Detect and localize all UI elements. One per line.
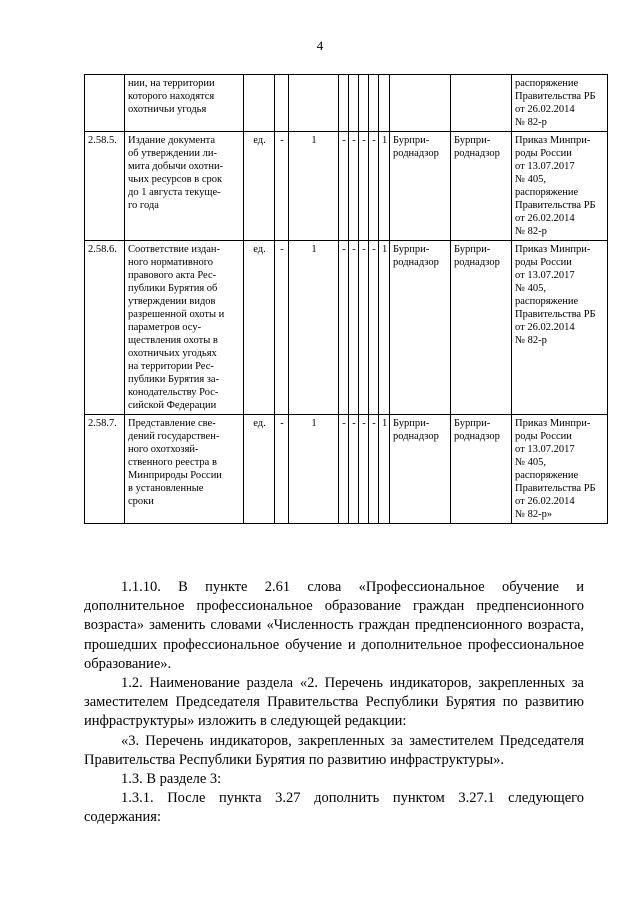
indicator-number-cell: 2.58.7. <box>85 415 125 524</box>
indicator-name-cell <box>125 75 244 132</box>
cell-line: от 13.07.2017 <box>515 444 575 455</box>
target-value-cell <box>289 75 339 132</box>
target-value-cell: 1 <box>289 415 339 524</box>
cell-line: мита добычи охотни- <box>128 161 224 172</box>
cell-line: от 13.07.2017 <box>515 270 575 281</box>
cell-line: № 82-р» <box>515 509 553 520</box>
page-number: 4 <box>316 38 324 53</box>
target-value-cell: 1 <box>289 132 339 241</box>
executor-cell <box>451 415 512 524</box>
cell-line: роднадзор <box>454 431 500 442</box>
cell-line: ного охотхозяй- <box>128 444 199 455</box>
indicators-table-body <box>85 75 608 524</box>
cell-line: Приказ Минпри- <box>515 244 591 255</box>
cell-line: ственного реестра в <box>128 457 217 468</box>
year-value-cell: - <box>359 241 369 415</box>
cell-line: нии, на территории <box>128 78 215 89</box>
cell-line: чьих ресурсов в срок <box>128 174 223 185</box>
cell-line: Бурпри- <box>393 135 430 146</box>
cell-line: № 405, <box>515 457 547 468</box>
indicator-number-cell <box>85 75 125 132</box>
cell-line: Правительства РБ <box>515 309 596 320</box>
cell-line: об утверждении ли- <box>128 148 217 159</box>
cell-line: роды России <box>515 431 572 442</box>
paragraph-1-3-1: 1.3.1. После пункта 3.27 дополнить пунктом 3.27.1 следующего содержания: <box>84 790 584 826</box>
unit-cell <box>244 75 275 132</box>
cell-line: от 26.02.2014 <box>515 104 575 115</box>
year-value-cell <box>369 75 379 132</box>
year-value-cell: - <box>339 241 349 415</box>
cell-line: сийской Федерации <box>128 400 217 411</box>
indicator-name-cell <box>125 415 244 524</box>
basis-cell <box>512 75 608 132</box>
cell-line: Правительства РБ <box>515 200 596 211</box>
table-row <box>85 241 608 415</box>
cell-line: распоряжение <box>515 187 579 198</box>
unit-cell: ед. <box>244 132 275 241</box>
unit-cell: ед. <box>244 415 275 524</box>
cell-line: публики Бурятия за- <box>128 374 220 385</box>
cell-line: до 1 августа текуще- <box>128 187 221 198</box>
cell-line: правового акта Рес- <box>128 270 217 281</box>
executor-cell <box>451 75 512 132</box>
cell-line: дений государствен- <box>128 431 220 442</box>
cell-line: № 82-р <box>515 335 547 346</box>
cell-line: охотничьи угодья <box>128 104 207 115</box>
paragraph-1-2: 1.2. Наименование раздела «2. Перечень индикаторов, закрепленных за заместителем Председателя Правительства Республики Бурятия по развитию инфраструктуры» изложить в следующей редакции: <box>84 675 584 730</box>
cell-line: го года <box>128 200 159 211</box>
table-row <box>85 75 608 132</box>
cell-line: публики Бурятия об <box>128 283 218 294</box>
year-value-cell: 1 <box>379 415 390 524</box>
cell-line: роднадзор <box>393 148 439 159</box>
body-text <box>84 578 584 828</box>
cell-line: № 82-р <box>515 117 547 128</box>
indicators-table <box>84 74 608 524</box>
year-value-cell: - <box>339 415 349 524</box>
cell-line: сроки <box>128 496 154 507</box>
cell-line: которого находятся <box>128 91 215 102</box>
cell-line: Соответствие издан- <box>128 244 221 255</box>
cell-line: ного нормативного <box>128 257 214 268</box>
cell-line: Правительства РБ <box>515 483 596 494</box>
year-value-cell: - <box>369 241 379 415</box>
base-value-cell: - <box>275 241 289 415</box>
cell-line: от 26.02.2014 <box>515 496 575 507</box>
year-value-cell: - <box>349 241 359 415</box>
responsible-cell <box>390 241 451 415</box>
base-value-cell: - <box>275 415 289 524</box>
paragraph-1-1-10: 1.1.10. В пункте 2.61 слова «Профессиональное обучение и дополнительное профессиональное образование граждан предпенсионного возраста» заменить словами «Численность граждан предпенсионного возраста, прошедших профессиональное обучение и дополнительное профессиональное образование». <box>84 579 584 672</box>
year-value-cell <box>379 75 390 132</box>
cell-line: роды России <box>515 257 572 268</box>
cell-line: роднадзор <box>454 148 500 159</box>
base-value-cell <box>275 75 289 132</box>
target-value-cell: 1 <box>289 241 339 415</box>
executor-cell <box>451 132 512 241</box>
base-value-cell: - <box>275 132 289 241</box>
basis-cell <box>512 241 608 415</box>
year-value-cell: - <box>349 415 359 524</box>
cell-line: Бурпри- <box>393 418 430 429</box>
cell-line: Бурпри- <box>454 418 491 429</box>
year-value-cell: - <box>339 132 349 241</box>
cell-line: от 26.02.2014 <box>515 213 575 224</box>
cell-line: Правительства РБ <box>515 91 596 102</box>
cell-line: № 405, <box>515 283 547 294</box>
year-value-cell: - <box>369 415 379 524</box>
year-value-cell <box>359 75 369 132</box>
cell-line: параметров осу- <box>128 322 202 333</box>
cell-line: Приказ Минпри- <box>515 418 591 429</box>
year-value-cell <box>339 75 349 132</box>
cell-line: роды России <box>515 148 572 159</box>
indicator-name-cell <box>125 132 244 241</box>
unit-cell: ед. <box>244 241 275 415</box>
cell-line: Минприроды России <box>128 470 222 481</box>
cell-line: № 82-р <box>515 226 547 237</box>
cell-line: конодательству Рос- <box>128 387 219 398</box>
paragraph-section-3-title: «3. Перечень индикаторов, закрепленных за заместителем Председателя Правительства Республики Бурятия по развитию инфраструктуры». <box>84 732 584 768</box>
cell-line: распоряжение <box>515 296 579 307</box>
year-value-cell: - <box>359 132 369 241</box>
responsible-cell <box>390 132 451 241</box>
cell-line: Представление све- <box>128 418 216 429</box>
cell-line: от 26.02.2014 <box>515 322 575 333</box>
table-row <box>85 415 608 524</box>
year-value-cell: 1 <box>379 132 390 241</box>
basis-cell <box>512 415 608 524</box>
cell-line: распоряжение <box>515 470 579 481</box>
cell-line: Приказ Минпри- <box>515 135 591 146</box>
cell-line: разрешенной охоты и <box>128 309 225 320</box>
paragraph-1-3: 1.3. В разделе 3: <box>121 771 222 788</box>
year-value-cell: 1 <box>379 241 390 415</box>
cell-line: Издание документа <box>128 135 216 146</box>
year-value-cell: - <box>359 415 369 524</box>
cell-line: распоряжение <box>515 78 579 89</box>
cell-line: от 13.07.2017 <box>515 161 575 172</box>
indicator-name-cell <box>125 241 244 415</box>
cell-line: Бурпри- <box>454 135 491 146</box>
cell-line: роднадзор <box>454 257 500 268</box>
cell-line: Бурпри- <box>393 244 430 255</box>
cell-line: охотничьих угодьях <box>128 348 217 359</box>
cell-line: роднадзор <box>393 431 439 442</box>
executor-cell <box>451 241 512 415</box>
indicator-number-cell: 2.58.5. <box>85 132 125 241</box>
year-value-cell: - <box>369 132 379 241</box>
cell-line: ществления охоты в <box>128 335 218 346</box>
cell-line: на территории Рес- <box>128 361 214 372</box>
indicator-number-cell: 2.58.6. <box>85 241 125 415</box>
cell-line: в установленные <box>128 483 204 494</box>
year-value-cell <box>349 75 359 132</box>
cell-line: Бурпри- <box>454 244 491 255</box>
year-value-cell: - <box>349 132 359 241</box>
responsible-cell <box>390 75 451 132</box>
table-row <box>85 132 608 241</box>
cell-line: № 405, <box>515 174 547 185</box>
cell-line: утверждении видов <box>128 296 216 307</box>
basis-cell <box>512 132 608 241</box>
cell-line: роднадзор <box>393 257 439 268</box>
responsible-cell <box>390 415 451 524</box>
